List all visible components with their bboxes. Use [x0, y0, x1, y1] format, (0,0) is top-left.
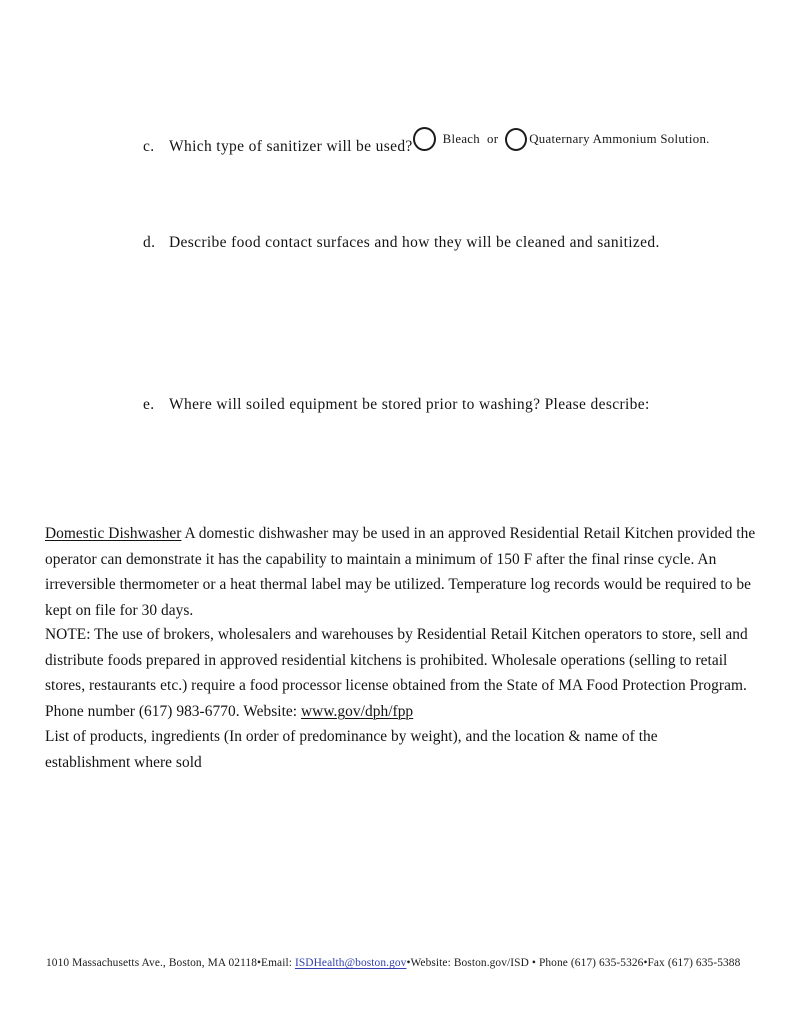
option-conjunction: or — [487, 131, 499, 146]
domestic-dishwasher-heading: Domestic Dishwasher — [45, 525, 182, 542]
footer-fax-label: Fax — [647, 957, 668, 969]
domestic-dishwasher-paragraph — [45, 521, 757, 623]
footer-bullet-2: • — [406, 957, 411, 969]
bleach-option-circle[interactable] — [413, 127, 436, 151]
product-list-instruction: List of products, ingredients (In order of predominance by weight), and the location & name of the establishment where sold — [45, 728, 658, 771]
bleach-option-label: Bleach — [442, 131, 480, 146]
footer-separator-1: • — [528, 957, 539, 969]
question-letter-d: d. — [143, 234, 156, 251]
footer-email-link[interactable]: ISDHealth@boston.gov — [294, 957, 407, 969]
domestic-dishwasher-body: A domestic dishwasher may be used in an approved Residential Retail Kitchen provided the operator can demonstrate it has the capability to maintain a minimum of 150 F after the final rinse cycle. An irreversible thermometer or a heat thermal label may be utilized. Temperature log records would be required to be kept on file for 30 days. — [45, 525, 756, 619]
question-text-c: Which type of sanitizer will be used? — [169, 138, 413, 155]
quaternary-ammonium-option-label: Quaternary Ammonium Solution. — [529, 131, 710, 146]
question-letter-c: c. — [143, 138, 155, 155]
sanitizer-option-group — [413, 127, 710, 151]
footer-website: Boston.gov/ISD — [453, 957, 529, 969]
question-item-e — [143, 396, 650, 414]
footer-website-label: Website: — [410, 957, 454, 969]
footer-email-label: Email: — [261, 957, 295, 969]
question-item-d — [143, 234, 660, 252]
dph-website-link[interactable]: www.gov/dph/fpp — [301, 702, 414, 720]
note-body: NOTE: The use of brokers, wholesalers and warehouses by Residential Retail Kitchen operators to store, sell and distribute foods prepared in approved residential kitchens is prohibited. Wholesale operations (selling to retail stores, restaurants etc.) require a food processor license obtained from the State of MA Food Protection Program. Phone number (617) 983-6770. Website: — [45, 626, 748, 720]
footer-fax: (617) 635-5388 — [667, 957, 741, 969]
footer-phone: (617) 635-5326 — [570, 957, 644, 969]
footer-bullet-3: • — [643, 957, 648, 969]
question-letter-e: e. — [143, 396, 155, 413]
question-item-c — [143, 127, 710, 156]
question-text-d: Describe food contact surfaces and how they will be cleaned and sanitized. — [169, 234, 660, 251]
page-footer — [46, 955, 761, 971]
footer-address: 1010 Massachusetts Ave., Boston, MA 02118 — [46, 957, 258, 969]
footer-phone-label: Phone — [538, 957, 571, 969]
question-text-e: Where will soiled equipment be stored prior to washing? Please describe: — [169, 396, 650, 413]
note-paragraph — [45, 622, 757, 724]
quaternary-ammonium-option-circle[interactable] — [505, 128, 527, 151]
footer-bullet-1: • — [257, 957, 262, 969]
